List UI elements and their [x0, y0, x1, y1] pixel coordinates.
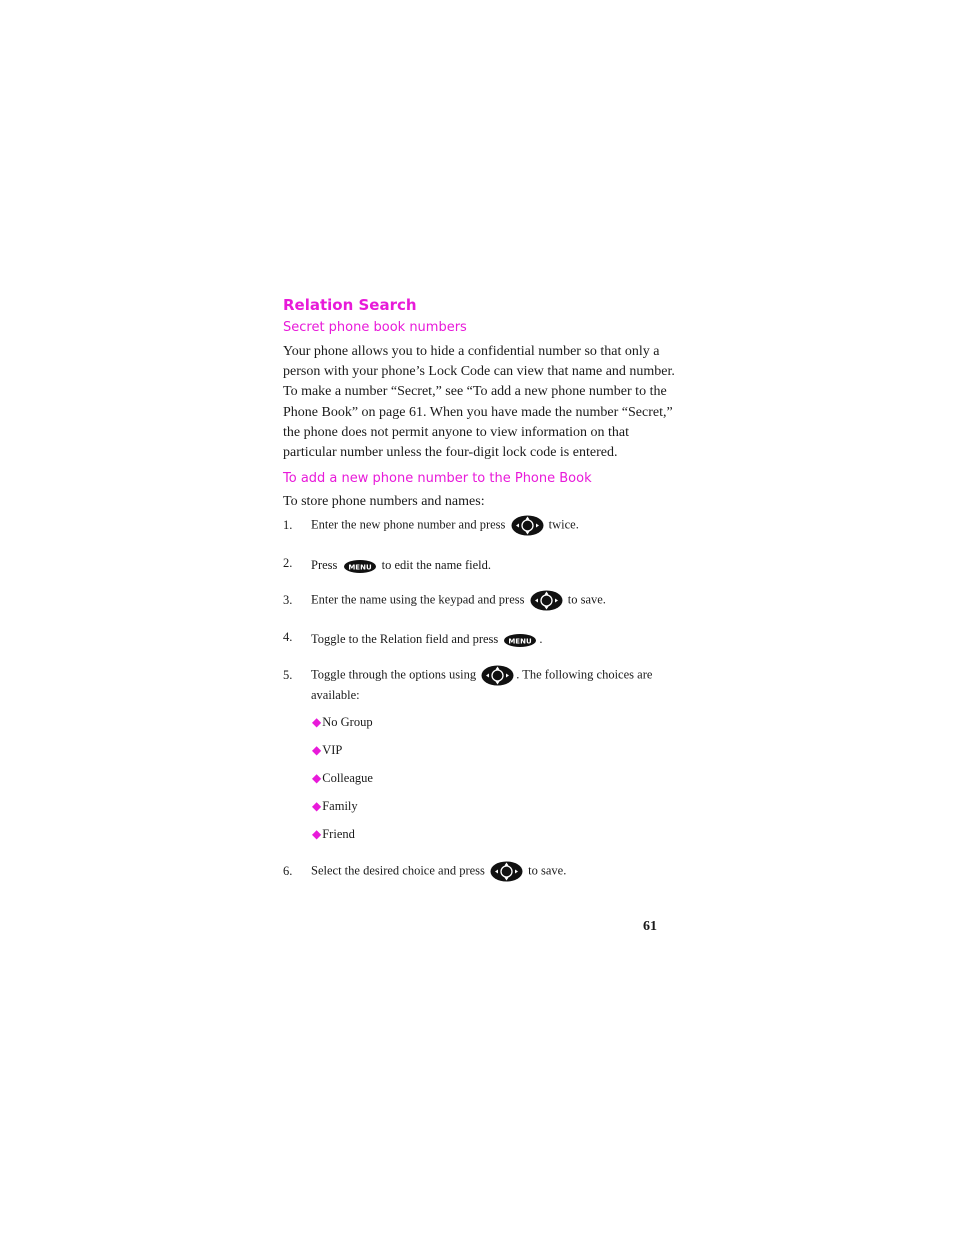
- step-text: Select the desired choice and press: [311, 863, 485, 878]
- nav-key-icon: [530, 590, 563, 611]
- step-text: Press: [311, 558, 338, 572]
- step-text: . The following choices are: [516, 667, 653, 682]
- paragraph-line: Phone Book” on page 61. When you have made the number “Secret,”: [283, 404, 673, 420]
- option-item: [312, 743, 342, 758]
- step-3: [311, 590, 606, 611]
- option-label: Colleague: [322, 771, 373, 785]
- step-number: 3.: [283, 593, 293, 607]
- option-label: Family: [322, 799, 358, 813]
- nav-key-icon: [490, 861, 523, 882]
- intro-text: To store phone numbers and names:: [283, 494, 485, 509]
- paragraph-line: To make a number “Secret,” see “To add a new phone number to the: [283, 384, 667, 400]
- step-number: 5.: [283, 668, 293, 682]
- step-text: .: [539, 632, 543, 646]
- step-text: Toggle through the options using: [311, 667, 477, 682]
- step-text: Enter the new phone number and press: [311, 517, 506, 532]
- step-4: [311, 630, 543, 648]
- option-label: VIP: [322, 743, 343, 757]
- step-text: to save.: [567, 592, 606, 607]
- step-text: to save.: [528, 863, 567, 878]
- subsection-title-add-number: To add a new phone number to the Phone Book: [283, 471, 592, 486]
- option-item: [312, 827, 355, 842]
- diamond-bullet-icon: ◆: [312, 827, 322, 841]
- step-1: [311, 515, 579, 536]
- step-5-continued: available:: [311, 688, 360, 702]
- step-text: to edit the name field.: [381, 558, 491, 572]
- menu-key-icon: [344, 560, 376, 573]
- step-6: [311, 861, 566, 882]
- paragraph-line: Your phone allows you to hide a confidential number so that only a: [283, 344, 660, 359]
- option-item: [312, 771, 373, 786]
- subsection-title-secret: Secret phone book numbers: [283, 320, 467, 335]
- svg-text:MENU: MENU: [508, 636, 533, 645]
- secret-paragraph: [283, 342, 675, 463]
- option-label: No Group: [322, 715, 373, 729]
- option-label: Friend: [322, 827, 355, 841]
- step-text: Toggle to the Relation field and press: [311, 632, 499, 646]
- nav-key-icon: [481, 665, 514, 686]
- nav-key-icon: [511, 515, 544, 536]
- paragraph-line: person with your phone’s Lock Code can view that name and number.: [283, 364, 675, 380]
- step-5: [311, 665, 652, 686]
- diamond-bullet-icon: ◆: [312, 743, 322, 757]
- paragraph-line: the phone does not permit anyone to view information on that: [283, 424, 630, 440]
- step-text: Enter the name using the keypad and press: [311, 592, 525, 607]
- step-number: 1.: [283, 518, 293, 532]
- step-number: 2.: [283, 556, 293, 570]
- step-number: 4.: [283, 630, 293, 644]
- step-text: twice.: [548, 517, 579, 532]
- svg-text:MENU: MENU: [347, 562, 372, 571]
- paragraph-line: particular number unless the four-digit lock code is entered.: [283, 445, 618, 461]
- step-number: 6.: [283, 864, 293, 878]
- option-item: [312, 799, 358, 814]
- menu-key-icon: [504, 634, 536, 647]
- page-number: 61: [643, 919, 657, 934]
- diamond-bullet-icon: ◆: [312, 799, 322, 813]
- section-title: Relation Search: [283, 296, 417, 314]
- option-item: [312, 715, 373, 730]
- step-2: [311, 556, 491, 574]
- diamond-bullet-icon: ◆: [312, 715, 322, 729]
- diamond-bullet-icon: ◆: [312, 771, 322, 785]
